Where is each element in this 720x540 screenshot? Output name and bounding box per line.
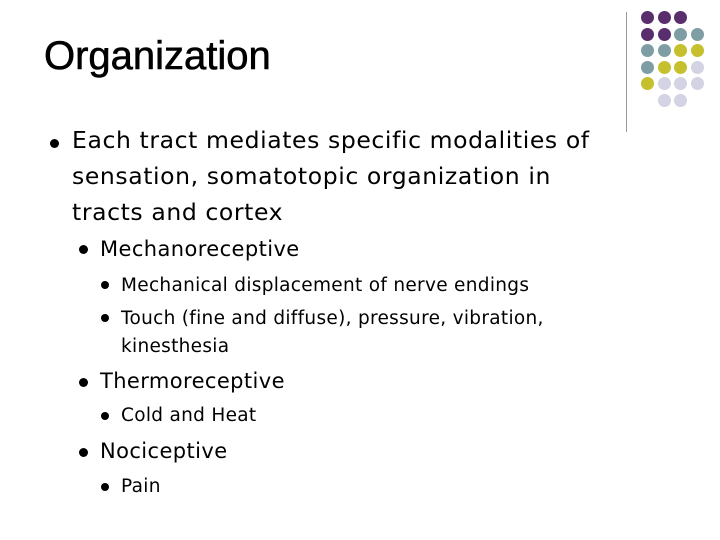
decorative-dot xyxy=(674,44,687,57)
decorative-dot xyxy=(658,61,671,74)
decorative-dot xyxy=(658,44,671,57)
decorative-dot xyxy=(674,77,687,90)
decorative-dot xyxy=(641,44,654,57)
decorative-dot xyxy=(691,61,704,74)
bullet-cold-heat-label: Cold and Heat xyxy=(121,405,257,426)
bullet-mechanical-displacement-label: Mechanical displacement of nerve endings xyxy=(121,275,530,296)
decorative-dot xyxy=(658,94,671,107)
decorative-dot xyxy=(641,77,654,90)
bullet-marker xyxy=(101,483,109,491)
decorative-dot xyxy=(674,61,687,74)
bullet-main-line2: sensation, somatotopic organization in xyxy=(72,162,551,190)
decorative-dot xyxy=(658,28,671,41)
bullet-mechanoreceptive-label: Mechanoreceptive xyxy=(100,237,300,261)
decorative-dot xyxy=(674,11,687,24)
bullet-marker xyxy=(79,378,88,387)
bullet-marker xyxy=(101,314,109,322)
decorative-dot-grid xyxy=(0,0,720,120)
decorative-dot xyxy=(691,28,704,41)
bullet-marker xyxy=(50,139,59,148)
bullet-marker xyxy=(101,412,109,420)
decorative-dot xyxy=(691,77,704,90)
bullet-marker xyxy=(101,281,109,289)
bullet-marker xyxy=(79,245,88,254)
bullet-thermoreceptive-label: Thermoreceptive xyxy=(100,369,285,393)
decorative-dot xyxy=(658,77,671,90)
bullet-main-line3: tracts and cortex xyxy=(72,198,284,226)
title: Organization xyxy=(44,34,271,78)
bullet-marker xyxy=(79,448,88,457)
decorative-dot xyxy=(641,61,654,74)
bullet-main-line1: Each tract mediates specific modalities of xyxy=(72,126,590,154)
decorative-dot xyxy=(674,94,687,107)
decorative-dot xyxy=(658,11,671,24)
bullet-pain-label: Pain xyxy=(121,476,161,497)
decorative-dot xyxy=(674,28,687,41)
bullet-touch-line2: kinesthesia xyxy=(121,336,230,357)
decorative-dot xyxy=(691,44,704,57)
bullet-touch-line1: Touch (fine and diffuse), pressure, vibration, xyxy=(121,308,544,329)
decorative-dot xyxy=(641,28,654,41)
bullet-nociceptive-label: Nociceptive xyxy=(100,439,228,463)
decorative-dot xyxy=(641,11,654,24)
